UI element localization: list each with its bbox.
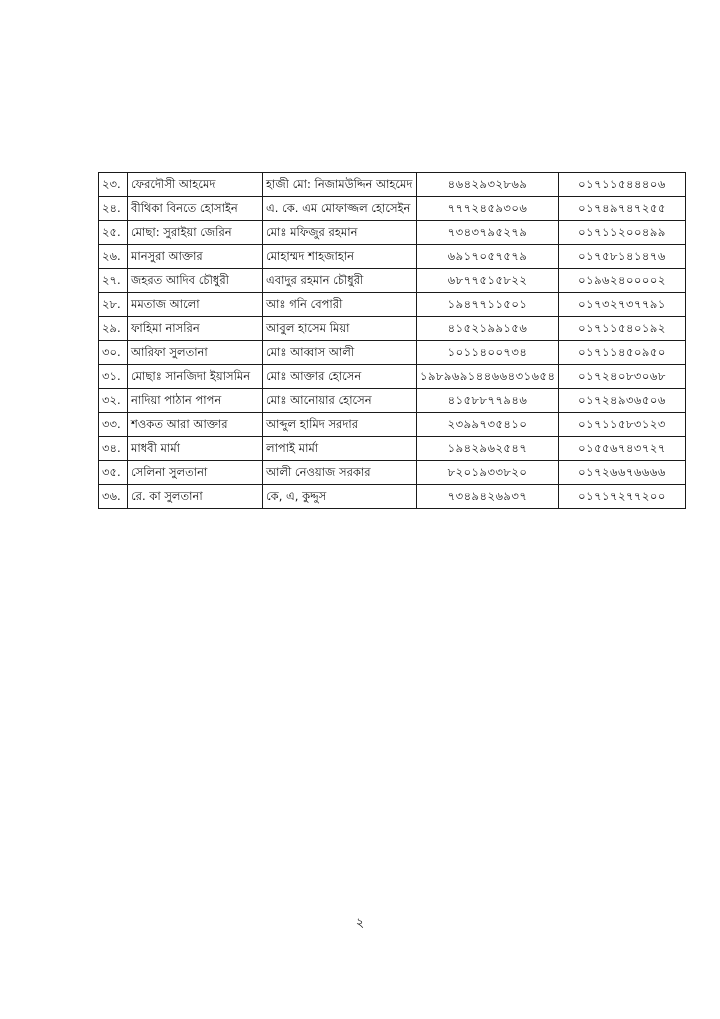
page-number: ২	[355, 916, 365, 931]
mobile-cell: ০১৭১১৫৮৩১২৩	[559, 413, 686, 437]
nid-cell: ৪৬৪২৯৩২৮৬৯	[417, 173, 559, 197]
table-row	[99, 461, 686, 485]
table-row	[99, 341, 686, 365]
serial-cell: ৩০.	[99, 341, 128, 365]
serial-cell: ২৪.	[99, 197, 128, 221]
father-name-cell: কে, এ, কুদ্দুস	[263, 485, 417, 509]
father-name-cell: আবুল হাসেম মিয়া	[263, 317, 417, 341]
serial-cell: ২৮.	[99, 293, 128, 317]
name-cell: সেলিনা সুলতানা	[128, 461, 263, 485]
table-row	[99, 437, 686, 461]
father-name-cell: হাজী মো: নিজামউদ্দিন আহমেদ	[263, 173, 417, 197]
nid-cell: ১৯৪৭৭১১৫০১	[417, 293, 559, 317]
mobile-cell: ০১৭২৪৯৩৬৫০৬	[559, 389, 686, 413]
mobile-cell: ০১৭৩২৭৩৭৭৯১	[559, 293, 686, 317]
table-row	[99, 413, 686, 437]
table-row	[99, 173, 686, 197]
mobile-cell: ০১৭১১২০০৪৯৯	[559, 221, 686, 245]
mobile-cell: ০১৭৪৯৭৪৭২৫৫	[559, 197, 686, 221]
name-cell: নাদিয়া পাঠান পাপন	[128, 389, 263, 413]
mobile-cell: ০১৫৫৬৭৪৩৭২৭	[559, 437, 686, 461]
nid-cell: ২৩৯৯৭৩৫৪১০	[417, 413, 559, 437]
serial-cell: ২৩.	[99, 173, 128, 197]
serial-cell: ২৬.	[99, 245, 128, 269]
serial-cell: ৩১.	[99, 365, 128, 389]
table-row	[99, 221, 686, 245]
nid-cell: ৬৮৭৭৫১৫৮২২	[417, 269, 559, 293]
name-cell: বীথিকা বিনতে হোসাইন	[128, 197, 263, 221]
table-row	[99, 485, 686, 509]
nid-cell: ৮২০১৯৩৩৮২০	[417, 461, 559, 485]
nid-cell: ১৯৮৯৬৯১৪৪৬৬৪৩১৬৫৪	[417, 365, 559, 389]
serial-cell: ৩২.	[99, 389, 128, 413]
table-row	[99, 293, 686, 317]
mobile-cell: ০১৭১৭২৭৭২০০	[559, 485, 686, 509]
serial-cell: ২৯.	[99, 317, 128, 341]
nid-cell: ১০১১৪০০৭৩৪	[417, 341, 559, 365]
nid-cell: ১৯৪২৯৬২৫৪৭	[417, 437, 559, 461]
nid-cell: ৬৯১৭০৫৭৫৭৯	[417, 245, 559, 269]
father-name-cell: লাপাই মার্মা	[263, 437, 417, 461]
table-row	[99, 269, 686, 293]
name-cell: মানসুরা আক্তার	[128, 245, 263, 269]
father-name-cell: মোহাম্মদ শাহজাহান	[263, 245, 417, 269]
name-cell: জহরত আদিব চৌধুরী	[128, 269, 263, 293]
table-row	[99, 389, 686, 413]
name-cell: মাধবী মার্মা	[128, 437, 263, 461]
serial-cell: ২৫.	[99, 221, 128, 245]
participant-table	[98, 172, 686, 509]
mobile-cell: ০১৭৫৮১৪১৪৭৬	[559, 245, 686, 269]
father-name-cell: এবাদুর রহমান চৌধুরী	[263, 269, 417, 293]
table-row	[99, 197, 686, 221]
father-name-cell: আঃ গনি বেপারী	[263, 293, 417, 317]
mobile-cell: ০১৭২৪০৮৩০৬৮	[559, 365, 686, 389]
participant-table-body	[99, 173, 686, 509]
mobile-cell: ০১৯৬২৪০০০০২	[559, 269, 686, 293]
name-cell: রে. কা সুলতানা	[128, 485, 263, 509]
mobile-cell: ০১৭১১৪৫০৯৫০	[559, 341, 686, 365]
father-name-cell: মোঃ মফিজুর রহমান	[263, 221, 417, 245]
serial-cell: ৩৬.	[99, 485, 128, 509]
serial-cell: ৩৪.	[99, 437, 128, 461]
name-cell: ফেরদৌসী আহমেদ	[128, 173, 263, 197]
name-cell: শওকত আরা আক্তার	[128, 413, 263, 437]
name-cell: ফাহিমা নাসরিন	[128, 317, 263, 341]
table-row	[99, 245, 686, 269]
name-cell: আরিফা সুলতানা	[128, 341, 263, 365]
table-row	[99, 317, 686, 341]
father-name-cell: মোঃ আব্বাস আলী	[263, 341, 417, 365]
table-row	[99, 365, 686, 389]
nid-cell: ৭৩৪৯৪২৬৯৩৭	[417, 485, 559, 509]
serial-cell: ২৭.	[99, 269, 128, 293]
serial-cell: ৩৫.	[99, 461, 128, 485]
mobile-cell: ০১৭১১৫৪৪৪০৬	[559, 173, 686, 197]
father-name-cell: মোঃ আনোয়ার হোসেন	[263, 389, 417, 413]
name-cell: মোছাঃ সানজিদা ইয়াসমিন	[128, 365, 263, 389]
father-name-cell: আলী নেওয়াজ সরকার	[263, 461, 417, 485]
mobile-cell: ০১৭১১৫৪০১৯২	[559, 317, 686, 341]
name-cell: মমতাজ আলো	[128, 293, 263, 317]
nid-cell: ৪১৫৮৮৭৭৯৪৬	[417, 389, 559, 413]
nid-cell: ৭৩৪৩৭৯৫২৭৯	[417, 221, 559, 245]
nid-cell: ৭৭৭২৪৫৯৩০৬	[417, 197, 559, 221]
nid-cell: ৪১৫২১৯৯১৫৬	[417, 317, 559, 341]
father-name-cell: আব্দুল হামিদ সরদার	[263, 413, 417, 437]
father-name-cell: এ. কে. এম মোফাজ্জল হোসেইন	[263, 197, 417, 221]
mobile-cell: ০১৭২৬৬৭৬৬৬৬	[559, 461, 686, 485]
father-name-cell: মোঃ আক্তার হোসেন	[263, 365, 417, 389]
name-cell: মোছা: সুরাইয়া জেরিন	[128, 221, 263, 245]
serial-cell: ৩৩.	[99, 413, 128, 437]
